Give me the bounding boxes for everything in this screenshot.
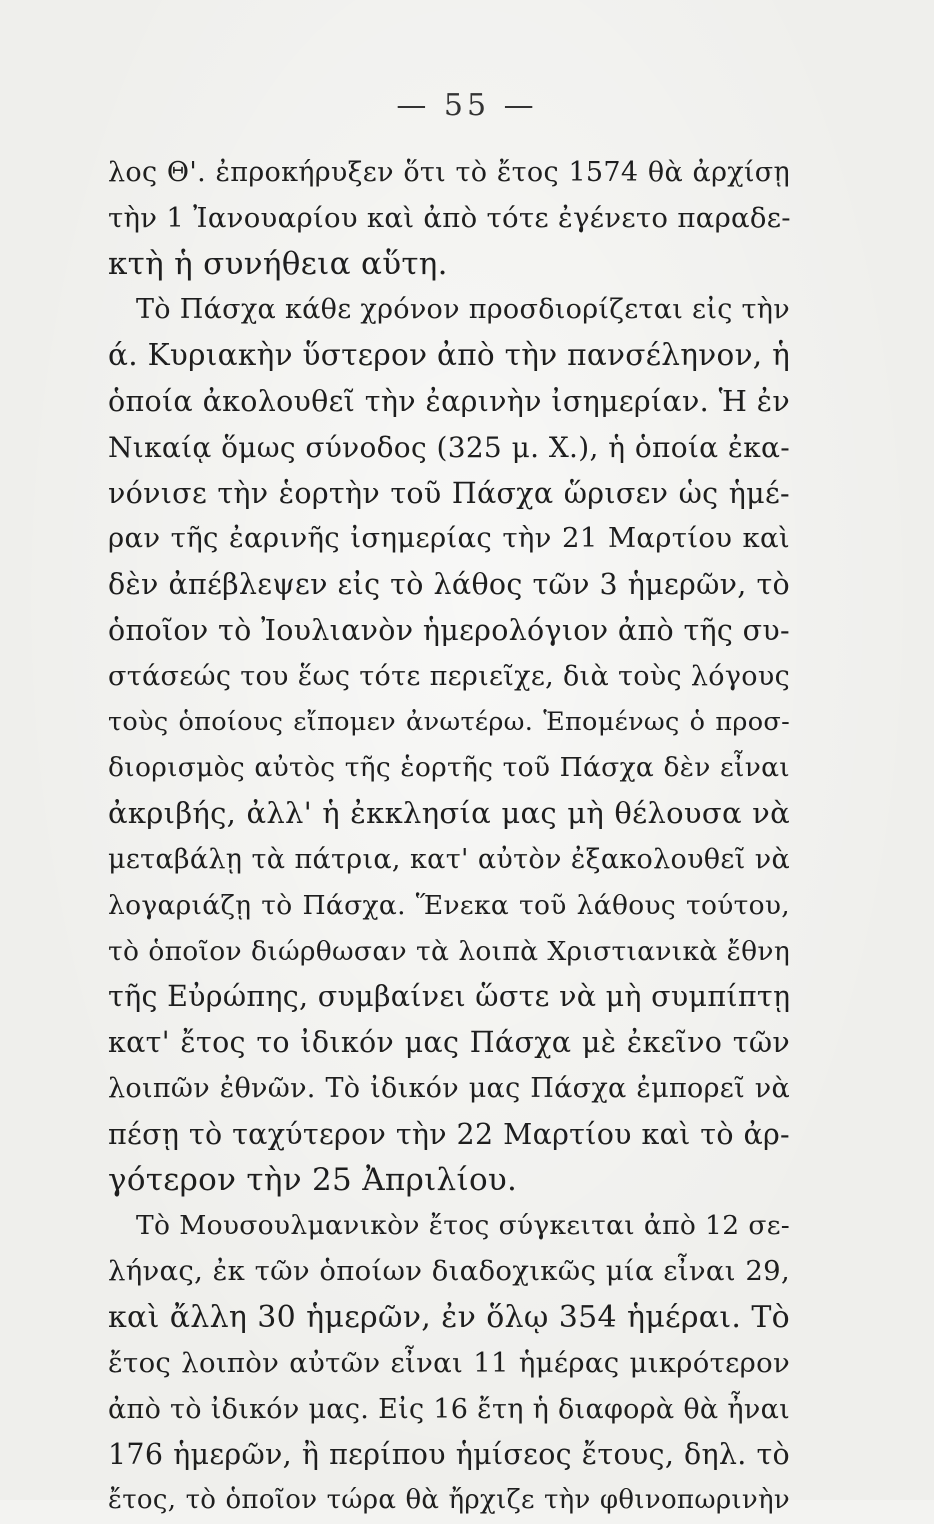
text-line: τὴν 1 Ἰανουαρίου καὶ ἀπὸ τότε ἐγένετο παραδε- <box>108 201 791 234</box>
text-line: κατ' ἔτος το ἰδικόν μας Πάσχα μὲ ἐκεῖνο τῶν <box>108 1026 790 1060</box>
text-line: στάσεώς του ἕως τότε περιεῖχε, διὰ τοὺς λόγους <box>108 660 790 692</box>
text-line: λογαριάζῃ τὸ Πάσχα. Ἕνεκα τοῦ λάθους τούτου, <box>108 889 790 921</box>
text-line: τῆς Εὐρώπης, συμβαίνει ὥστε νὰ μὴ συμπίπτῃ <box>108 980 791 1014</box>
text-line: πέσῃ τὸ ταχύτερον τὴν 22 Μαρτίου καὶ τὸ ἀρ- <box>108 1117 790 1151</box>
text-line: λος Θ'. ἐπροκήρυξεν ὅτι τὸ ἔτος 1574 θὰ ἀρχίσῃ <box>108 157 790 188</box>
text-line: δὲν ἀπέβλεψεν εἰς τὸ λάθος τῶν 3 ἡμερῶν, τὸ <box>108 568 790 602</box>
text-line: καὶ ἄλλη 30 ἡμερῶν, ἐν ὅλῳ 354 ἡμέραι. Τὸ <box>108 1299 790 1335</box>
text-line: 176 ἡμερῶν, ἢ περίπου ἡμίσεος ἔτους, δηλ. τὸ <box>108 1438 790 1472</box>
text-line: ραν τῆς ἐαρινῆς ἰσημερίας τὴν 21 Μαρτίου καὶ <box>108 522 790 555</box>
text-line: Νικαίᾳ ὅμως σύνοδος (325 μ. Χ.), ἡ ὁποία ἐκα- <box>108 430 790 464</box>
text-line: λοιπῶν ἐθνῶν. Τὸ ἰδικόν μας Πάσχα ἐμπορεῖ νὰ <box>108 1072 790 1104</box>
text-line: Τὸ Μουσουλμανικὸν ἔτος σύγκειται ἀπὸ 12 σε- <box>136 1210 790 1242</box>
text-line: τὸ ὁποῖον διώρθωσαν τὰ λοιπὰ Χριστιανικὰ ἔθνη <box>108 935 790 967</box>
body-text <box>108 150 790 1524</box>
text-line: ὁποία ἀκολουθεῖ τὴν ἐαρινὴν ἰσημερίαν. Ἡ ἐν <box>108 384 790 418</box>
text-line: τοὺς ὁποίους εἴπομεν ἀνωτέρω. Ἑπομένως ὁ προσ- <box>108 706 790 737</box>
text-line: ἀκριβής, ἀλλ' ἡ ἐκκλησία μας μὴ θέλουσα νὰ <box>108 796 790 831</box>
text-line: ὁποῖον τὸ Ἰουλιανὸν ἡμερολόγιον ἀπὸ τῆς συ- <box>108 613 790 647</box>
page-number: — 55 — <box>396 88 538 123</box>
text-line: λήνας, ἐκ τῶν ὁποίων διαδοχικῶς μία εἶναι 29, <box>108 1255 790 1288</box>
text-line: γότερον τὴν 25 Ἀπριλίου. <box>108 1161 518 1198</box>
text-line: ά. Κυριακὴν ὕστερον ἀπὸ τὴν πανσέληνον, ἡ <box>108 338 791 373</box>
text-line: νόνισε τὴν ἑορτὴν τοῦ Πάσχα ὥρισεν ὡς ἡμέ- <box>108 476 790 510</box>
text-line: μεταβάλῃ τὰ πάτρια, κατ' αὐτὸν ἐξακολουθεῖ νὰ <box>108 843 790 875</box>
text-line: Τὸ Πάσχα κάθε χρόνον προσδιορίζεται εἰς τὴν <box>136 294 790 326</box>
text-line: ἔτος λοιπὸν αὐτῶν εἶναι 11 ἡμέρας μικρότερον <box>108 1346 790 1379</box>
text-line: διορισμὸς αὐτὸς τῆς ἑορτῆς τοῦ Πάσχα δὲν εἶναι <box>108 752 790 784</box>
text-line: ἔτος, τὸ ὁποῖον τώρα θὰ ἤρχιζε τὴν φθινοπωρινὴν <box>108 1485 790 1516</box>
text-line: ἀπὸ τὸ ἰδικόν μας. Εἰς 16 ἔτη ἡ διαφορὰ θὰ ἦναι <box>108 1393 790 1425</box>
text-line: κτὴ ἡ συνήθεια αὕτη. <box>108 245 448 282</box>
